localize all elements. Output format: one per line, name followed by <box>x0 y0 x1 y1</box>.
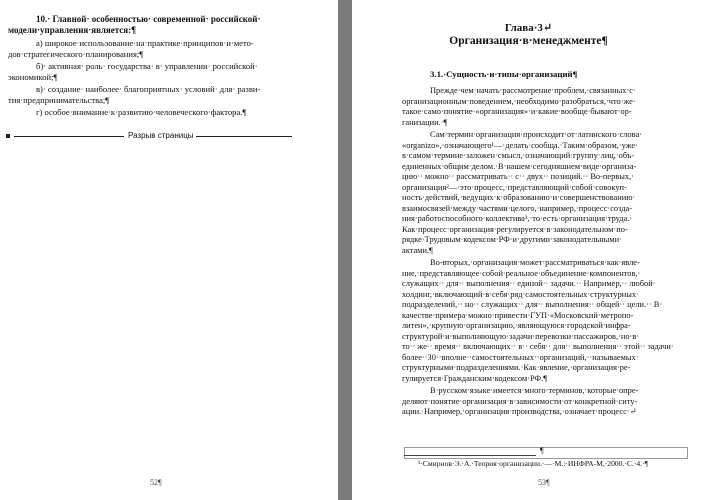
text-line: Как·процесс·организация·регулируется·в·законодательном·по- <box>402 224 628 234</box>
text-line: Прежде·чем·начать·рассмотрение·проблем,·связанных·с· <box>430 86 636 95</box>
page-number: 53¶ <box>538 478 550 487</box>
footnote-separator-box <box>404 447 688 459</box>
chapter-number: Глава·3↵ <box>504 22 553 34</box>
text-line: организация²—·это·процесс,·представляющий·собой·совокуп- <box>402 182 627 192</box>
text-line: качестве·примера·можно·привести·ГУП·«Московский·метропо- <box>402 310 634 320</box>
page-52 <box>0 0 338 500</box>
paragraph-mark-square <box>6 134 10 138</box>
text-line: гулируется·Гражданским·кодексом·РФ.¶ <box>402 373 548 383</box>
text-line: ния·работоспособного·коллектива³,·то·есть·организация·труда.· <box>402 214 633 223</box>
paragraph-4 <box>402 386 684 418</box>
page-break-marker <box>6 131 331 141</box>
option-a-line-1: а) широкое·использование·на·практике·принципов·и·мето- <box>36 38 254 48</box>
option-b-line-2: экономикой;¶ <box>8 72 58 82</box>
page-number: 52¶ <box>150 478 162 487</box>
text-line: такое·само·понятие·«организация»·и·какие·вообще·бывают·ор- <box>402 107 632 116</box>
text-line: более··30··вполне··самостоятельных··организаций,··называемых· <box>402 352 639 362</box>
page-gutter <box>338 0 352 500</box>
text-line: структурными·подразделениями.·Как·явление,·организация·ре- <box>402 363 631 372</box>
page-53 <box>352 0 705 500</box>
text-line: В·русском·языке·имеется·много·терминов,·которые·опре- <box>430 386 639 395</box>
text-line: рядке·Трудовым·кодексом·РФ·и·другими·законодательными· <box>402 235 622 244</box>
text-line: служащих·· для·· выполнения·· единой·· задачи.·· Например,·· любой· <box>402 279 656 288</box>
text-line: холдинг,·включающий·в·себя·ряд·самостоятельных·структурных· <box>402 289 639 299</box>
text-line: подразделений,·· но·· служащих·· для·· выполнения·· общей·· цели.·· В· <box>402 300 663 309</box>
text-line: цию·· можно·· рассматривать·· с·· двух·· позиций.·· Во-первых,· <box>402 172 634 181</box>
page-break-line-right <box>192 136 292 137</box>
section-title: 3.1.·Сущность·и·типы·организаций¶ <box>430 69 578 79</box>
footnote-separator-line <box>404 455 536 456</box>
text-line: Во-вторых,·организация·может·рассматриваться·как·явле- <box>430 258 640 267</box>
text-line: взаимосвязей·между·частями·целого,·например,·процесс·созда- <box>402 203 633 213</box>
text-line: структурой·и·выполняющую·задачи·перевозки·пассажиров,·но·в· <box>402 331 640 341</box>
text-line: Сам·термин·организация·происходит·от·латинского·слова· <box>430 130 642 139</box>
text-line: ние,·представляющее·собой·реальное·объединение·компонентов,· <box>402 268 641 278</box>
paragraph-1 <box>402 86 684 128</box>
footnote-text: ¹·Смирнов·Э.·А.·Теория·организации.·—·М.:·ИНФРА-М,·2000.·С.·4.·¶ <box>418 459 649 468</box>
text-line: ность·действий,·ведущих·к·образованию·и·совершенствованию· <box>402 193 636 202</box>
paragraph-3 <box>402 258 684 384</box>
option-b-line-1: б)· активная· роль· государства· в· управлении· российской· <box>36 61 258 71</box>
question-title-line-2: модели·управления·является:¶ <box>8 25 137 35</box>
question-title-line-1: 10.· Главной· особенностью· современной· российской· <box>36 14 261 24</box>
text-line: литен»,·крупную·организацию,·являющуюся·городской·инфра- <box>402 321 631 330</box>
text-line: в·самом·термине·заложен·смысл,·означающий·группу·лиц,·объ- <box>402 151 635 160</box>
paragraph-2 <box>402 130 684 256</box>
footnote-paragraph-mark: ¶ <box>540 446 544 455</box>
chapter-title: Организация·в·менеджменте¶ <box>449 35 608 47</box>
text-line: то·· же·· время·· включающих·· в·· себя·· для·· выполнения·· этой·· задачи· <box>402 342 674 351</box>
text-line: ации.·Например,·организация·производства,·означает·процесс·↵ <box>402 407 637 416</box>
text-line: организационным·поведением,·необходимо·разобраться,·что·же· <box>402 96 636 106</box>
text-line: актами.¶ <box>402 245 433 255</box>
text-line: «organizo»,·означающего¹—·делать·сообща.·Таким·образом,·уже· <box>402 140 638 150</box>
option-d-line: г) особое·внимание·к·развитию·человеческого·фактора.¶ <box>36 107 247 117</box>
option-a-line-2: дов·стратегического·планирования;¶ <box>8 49 144 59</box>
page-break-line-left <box>14 136 124 137</box>
text-line: единенных·общим·делом.·В·нашем·сегодняшнем·виде·организа- <box>402 161 637 171</box>
option-c-line-2: тия·предпринимательства;¶ <box>8 95 110 105</box>
option-c-line-1: в)· создание· наиболее· благоприятных· условий· для· разви- <box>36 84 261 94</box>
text-line: деляют·понятие·организация·в·зависимости·от·конкретной·ситу- <box>402 396 638 406</box>
page-break-label: Разрыв страницы <box>128 131 194 140</box>
text-line: ганизации.·¶ <box>402 117 448 127</box>
